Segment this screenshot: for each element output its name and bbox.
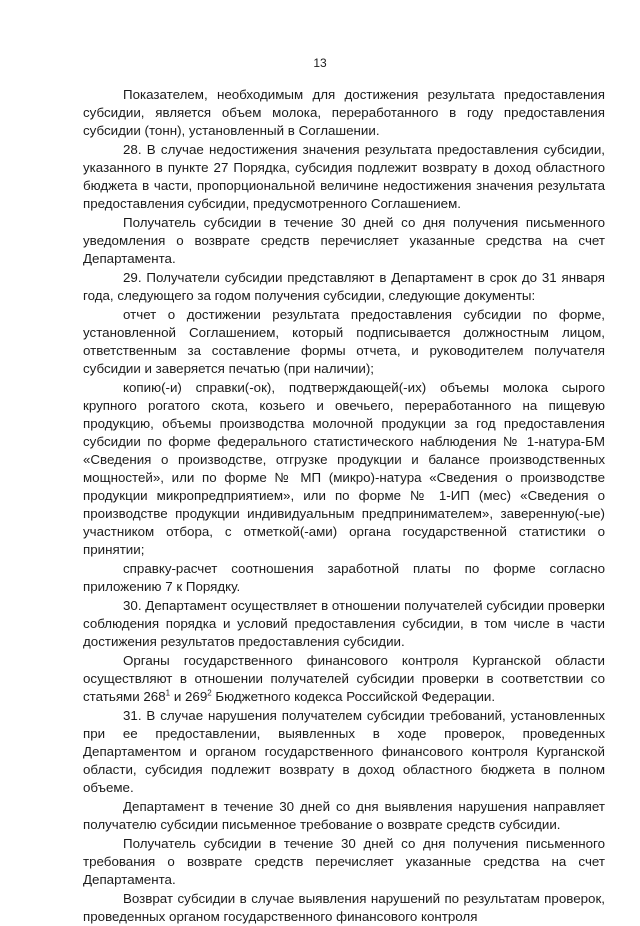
paragraph-29-salary-calc: справку-расчет соотношения заработной платы по форме согласно приложению 7 к Порядку. [83, 561, 605, 594]
paragraph-31-refund: Получатель субсидии в течение 30 дней со дня получения письменного требования о возврате средств перечисляет указанные средства на счет Департамента. [83, 836, 605, 887]
paragraph-28: 28. В случае недостижения значения результата предоставления субсидии, указанного в пункте 27 Порядка, субсидия подлежит возврату в доход областного бюджета в части, пропорциональной величине недостижения значения результата предоставления субсидии, предусмотренного Соглашением. [83, 142, 605, 211]
paragraph-29-certificates: копию(-и) справки(-ок), подтверждающей(-их) объемы молока сырого крупного рогатого скота, козьего и овечьего, переработанного на пищевую продукцию, объемы производства молочной продукции за год предоставления субсидии по форме федерального статистического наблюдения № 1-натура-БМ «Сведения о производстве, отгрузке продукции и балансе производственных мощностей», или по форме № МП (микро)-натура «Сведения о производстве продукции микропредприятием», или по форме № 1-ИП (мес) «Сведения о производстве продукции индивидуальным предпринимателем», заверенную(-ые) участником отбора, с отметкой(-ами) органа государственной статистики о принятии; [83, 380, 605, 557]
paragraph-indicator: Показателем, необходимым для достижения результата предоставления субсидии, является объем молока, переработанного в году предоставления субсидии (тонн), установленный в Соглашении. [83, 87, 605, 138]
superscript-2: 2 [207, 688, 212, 698]
paragraph-31-requirement: Департамент в течение 30 дней со дня выявления нарушения направляет получателю субсидии письменное требование о возврате средств субсидии. [83, 799, 605, 832]
paragraph-30-text-middle: и 269 [170, 689, 208, 704]
document-body [83, 86, 605, 926]
paragraph-30-financial-control [83, 652, 605, 706]
paragraph-28-notice: Получатель субсидии в течение 30 дней со дня получения письменного уведомления о возврате средств перечисляет указанные средства на счет Департамента. [83, 215, 605, 266]
paragraph-30-text-after: Бюджетного кодекса Российской Федерации. [211, 689, 496, 704]
page-number: 13 [313, 56, 327, 70]
paragraph-29: 29. Получатели субсидии представляют в Департамент в срок до 31 января года, следующего за годом получения субсидии, следующие документы: [83, 270, 605, 303]
paragraph-31: 31. В случае нарушения получателем субсидии требований, установленных при ее предоставлении, выявленных в ходе проверок, проведенных Департаментом и органом государственного финансового контроля Курганской области, субсидия подлежит возврату в доход областного бюджета в полном объеме. [83, 708, 605, 795]
paragraph-30-text-before: Органы государственного финансового контроля Курганской области осуществляют в отношении получателей субсидии проверки в соответствии со статьями 268 [83, 653, 605, 704]
superscript-1: 1 [165, 688, 171, 698]
paragraph-31-return-violations: Возврат субсидии в случае выявления нарушений по результатам проверок, проведенных органом государственного финансового контроля [83, 891, 605, 924]
paragraph-30: 30. Департамент осуществляет в отношении получателей субсидии проверки соблюдения порядка и условий предоставления субсидии, в том числе в части достижения результатов предоставления субсидии. [83, 598, 605, 649]
paragraph-29-report: отчет о достижении результата предоставления субсидии по форме, установленной Соглашением, который подписывается должностным лицом, ответственным за составление формы отчета, и руководителем получателя субсидии и заверяется печатью (при наличии); [83, 307, 605, 376]
